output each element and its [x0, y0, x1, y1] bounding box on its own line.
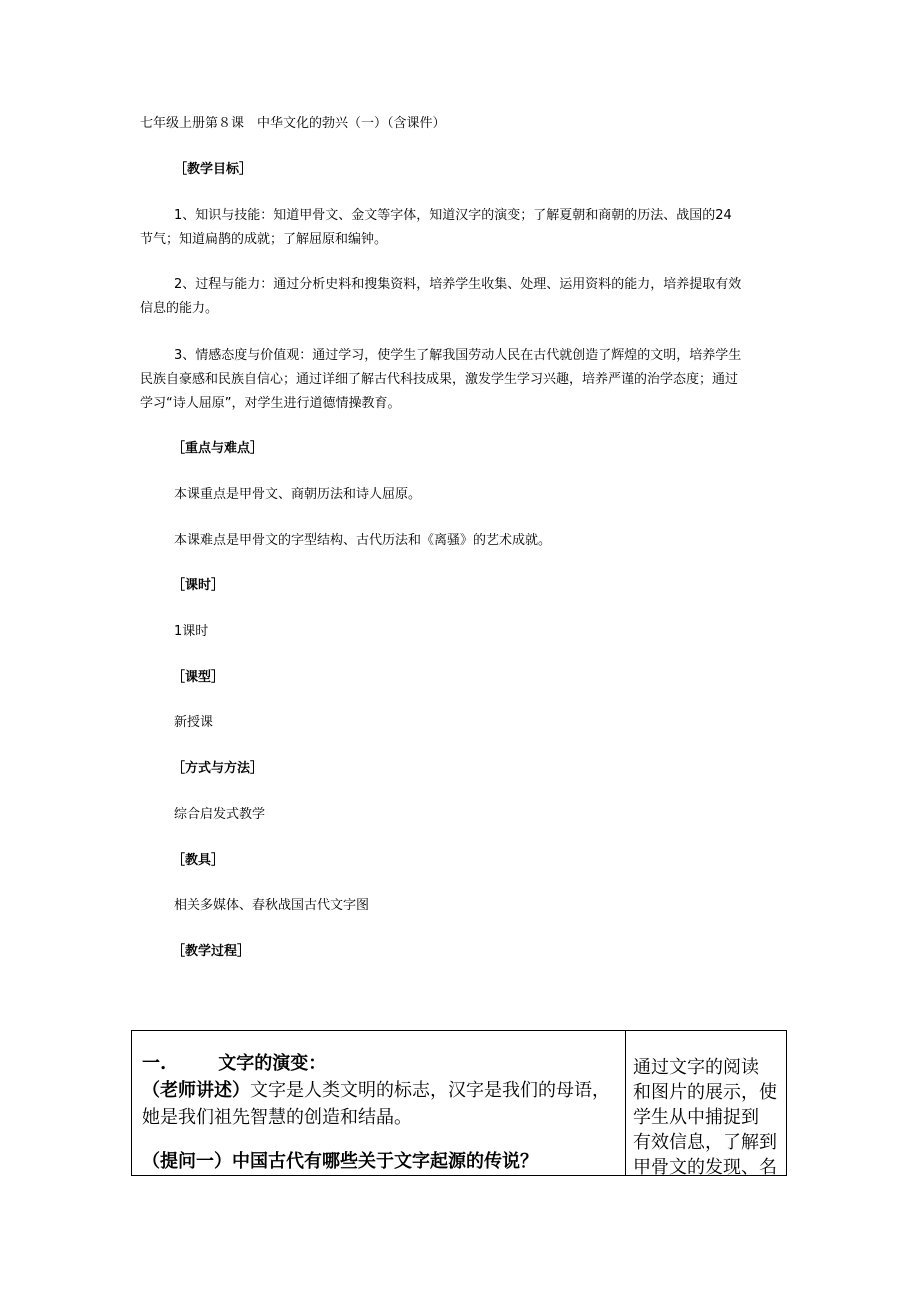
section-heading	[142, 1050, 618, 1077]
document-title: 七年级上册第８课 中华文化的勃兴（一）（含课件）	[140, 116, 446, 131]
purpose-line-4: 有效信息，了解到	[633, 1132, 777, 1153]
table-cell-purpose	[633, 1055, 783, 1180]
type-value: 新授课	[174, 715, 214, 730]
teacher-narration	[142, 1077, 618, 1104]
section-title: 文字的演变：	[218, 1053, 327, 1074]
goal-emotion	[140, 344, 788, 416]
type-heading: ［课型］	[172, 670, 225, 685]
teacher-text-1: 文字是人类文明的标志，汉字是我们的母语，	[250, 1080, 610, 1101]
key-difficult-heading: ［重点与难点］	[172, 441, 264, 456]
goal-process	[140, 273, 788, 321]
method-heading: ［方式与方法］	[172, 761, 264, 776]
key-point-text: 本课重点是甲骨文、商朝历法和诗人屈原。	[174, 487, 422, 502]
process-heading: ［教学过程］	[172, 944, 251, 959]
purpose-line-3: 学生从中捕捉到	[633, 1107, 759, 1128]
goals-heading: ［教学目标］	[174, 162, 253, 177]
goal-emotion-line3: 学习“诗人屈原”，对学生进行道德情操教育。	[140, 396, 401, 411]
table-cell-content	[142, 1050, 618, 1175]
method-value: 综合启发式教学	[174, 807, 266, 822]
purpose-line-1: 通过文字的阅读	[633, 1057, 759, 1078]
difficult-point-text: 本课难点是甲骨文的字型结构、古代历法和《离骚》的艺术成就。	[174, 533, 552, 548]
goal-emotion-line2: 民族自豪感和民族自信心；通过详细了解古代科技成果，激发学生学习兴趣，培养严谨的治学态度；通过	[140, 372, 739, 387]
question-one: （提问一）中国古代有哪些关于文字起源的传说？	[142, 1151, 538, 1172]
hours-value: 1课时	[174, 624, 209, 639]
teacher-tag: （老师讲述）	[142, 1080, 250, 1101]
goal-knowledge-line1: 1、知识与技能：知道甲骨文、金文等字体，知道汉字的演变；了解夏朝和商朝的历法、战国的24	[174, 208, 732, 223]
goal-process-line1: 2、过程与能力：通过分析史料和搜集资料，培养学生收集、处理、运用资料的能力，培养提取有效	[174, 277, 742, 292]
hours-heading: ［课时］	[172, 578, 225, 593]
goal-knowledge	[140, 204, 788, 252]
tools-value: 相关多媒体、春秋战国古代文字图	[174, 898, 370, 913]
section-number: 一.	[142, 1053, 167, 1074]
teacher-text-2: 她是我们祖先智慧的创造和结晶。	[142, 1107, 412, 1128]
purpose-line-2: 和图片的展示，使	[633, 1082, 777, 1103]
goal-knowledge-line2: 节气；知道扁鹊的成就；了解屈原和编钟。	[140, 232, 388, 247]
tools-heading: ［教具］	[172, 853, 225, 868]
goal-process-line2: 信息的能力。	[140, 301, 219, 316]
purpose-line-5: 甲骨文的发现、名	[633, 1157, 777, 1178]
table-column-divider	[625, 1030, 626, 1176]
goal-emotion-line1: 3、情感态度与价值观：通过学习，使学生了解我国劳动人民在古代就创造了辉煌的文明，培养学生	[174, 348, 742, 363]
